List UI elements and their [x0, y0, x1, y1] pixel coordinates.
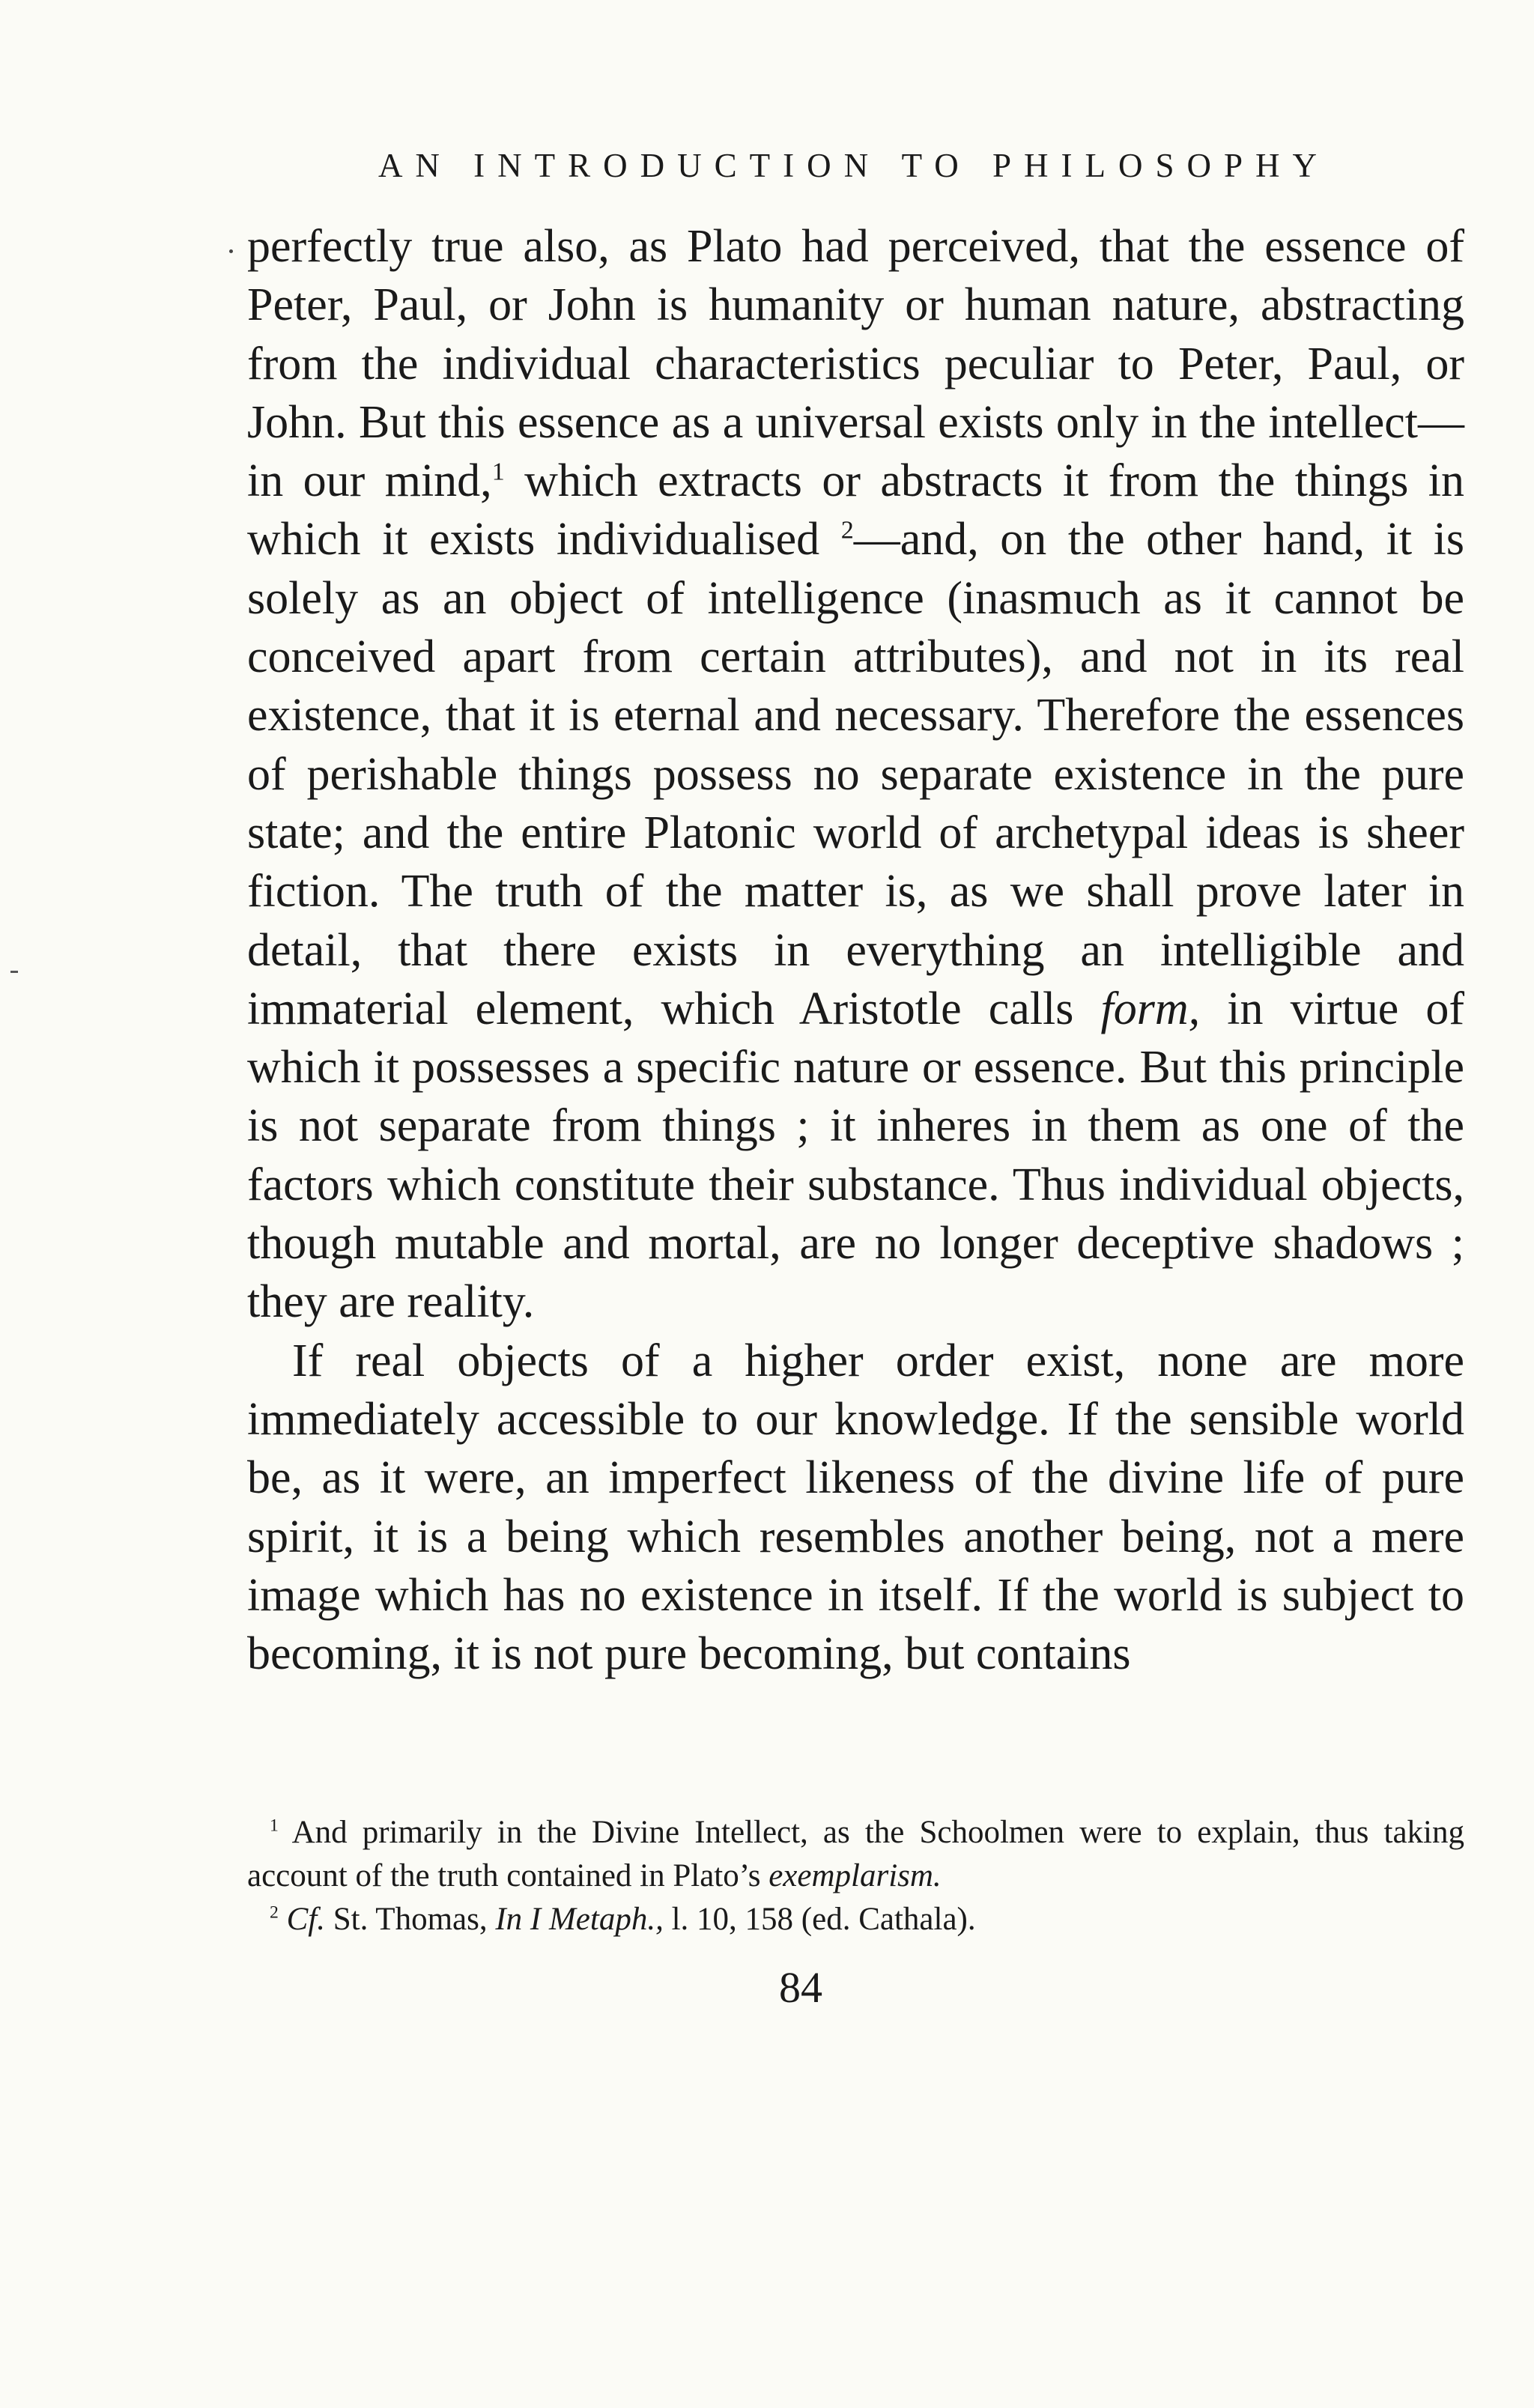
footnote-ref-1: 1	[491, 458, 505, 486]
footnote-1	[247, 1811, 1464, 1898]
paragraph-1-text-3: —and, on the other hand, it is solely as an object of intelligence (inasmuch as it cannot be conceived apart from certain attributes), and not in its real existence, that it is eternal and necessary. Therefore the essences of perishable things possess no separate existence in the pure state; and the entire Platonic world of archetypal ideas is sheer fiction. The truth of the matter is, as we shall prove later in detail, that there exists in everything an intelligible and immaterial element, which Aristotle calls	[247, 514, 1464, 1034]
footnote-ref-2: 2	[840, 516, 854, 545]
footnote-2-cf: Cf.	[286, 1902, 325, 1937]
footnote-2-text-2: St. Thomas,	[324, 1902, 496, 1937]
paragraph-1-text-2: which extracts or abstracts it from the things in which it exists individualised	[247, 455, 1464, 565]
paragraph-2	[247, 1332, 1464, 1684]
footnote-2-text-3: l. 10, 158 (ed. Cathala).	[663, 1902, 976, 1937]
footnote-2-text-1	[279, 1902, 287, 1937]
footnote-2-work-title: In I Metaph.,	[495, 1902, 664, 1937]
footnote-2-marker: 2	[270, 1902, 279, 1923]
footnote-1-term: exemplarism.	[768, 1858, 942, 1893]
page-number: 84	[779, 1963, 822, 2012]
term-form: form,	[1100, 983, 1201, 1034]
paragraph-2-text: If real objects of a higher order exist, none are more immediately accessible to our knowledge. If the sensible world be, as it were, an imperfect likeness of the divine life of pure spirit, it is a being which resembles another being, not a mere image which has no existence in itself. If the world is subject to becoming, it is not pure becoming, but contains	[247, 1335, 1464, 1680]
footnote-2	[247, 1898, 1464, 1941]
margin-mark	[10, 971, 18, 973]
paragraph-1-text-1: perfectly true also, as Plato had perceived, that the essence of Peter, Paul, or John is humanity or human nature, abstracting from the individual characteristics peculiar to Peter, Paul, or John. But this essence as a universal exists only in the intellect—in our mind,	[247, 221, 1464, 507]
paragraph-1-text-4: in virtue of which it possesses a specific nature or essence. But this principle is not separate from things ; it inheres in them as one of the factors which constitute their substance. Thus individual objects, though mutable and mortal, are no longer deceptive shadows ; they are reality.	[247, 983, 1464, 1328]
body-text	[247, 217, 1464, 1683]
paragraph-1	[247, 217, 1464, 1332]
footnotes	[247, 1811, 1464, 1941]
running-head: AN INTRODUCTION TO PHILOSOPHY	[378, 147, 1330, 184]
footnote-1-text: And primarily in the Divine Intellect, as the Schoolmen were to explain, thus taking account of the truth contained in Plato’s	[247, 1815, 1464, 1893]
footnote-1-marker: 1	[270, 1816, 279, 1836]
stray-mark	[229, 249, 233, 253]
